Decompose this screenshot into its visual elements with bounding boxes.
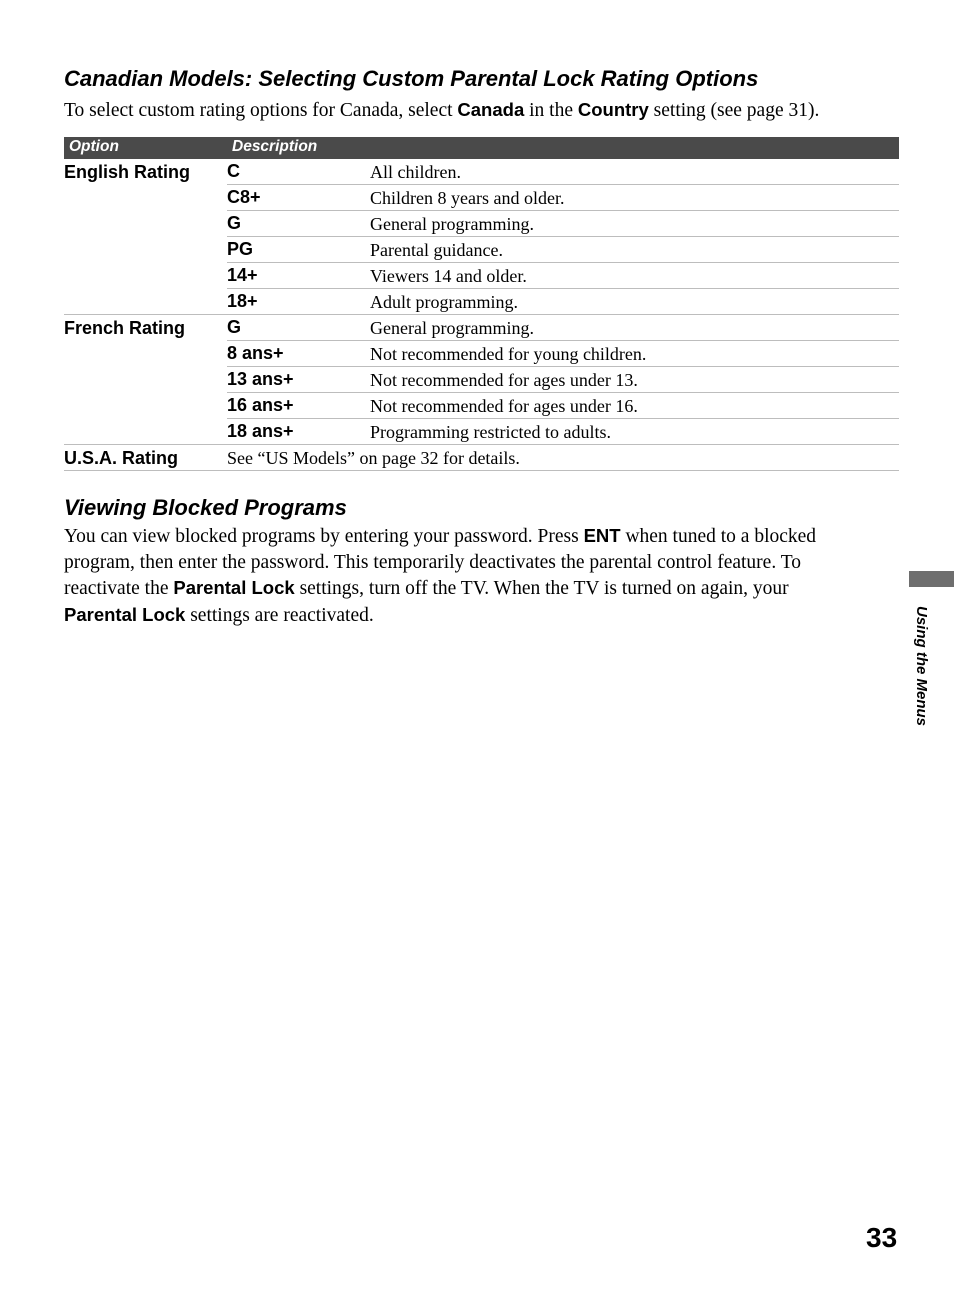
table-row — [227, 263, 899, 289]
parental-lock-term: Parental Lock — [64, 603, 186, 625]
group-label-french: French Rating — [64, 318, 186, 338]
table-row — [227, 211, 899, 237]
intro-text-3: setting (see page 31). — [648, 100, 820, 121]
table-header — [64, 137, 899, 159]
rating-code: 8 ans+ — [227, 343, 284, 363]
para-line — [64, 523, 914, 550]
rating-desc: Adult programming. — [370, 292, 518, 312]
rating-code: C — [227, 161, 240, 181]
rating-code: PG — [227, 239, 254, 259]
header-option: Option — [69, 138, 119, 155]
header-description: Description — [232, 138, 318, 155]
table-row — [227, 289, 899, 314]
para-text: reactivate the — [64, 578, 174, 599]
rating-desc: Viewers 14 and older. — [370, 266, 527, 286]
ent-key: ENT — [583, 525, 621, 546]
intro-text-1: To select custom rating options for Canada, select — [64, 100, 458, 121]
rating-code: G — [227, 213, 242, 233]
side-tab-label: Using the Menus — [913, 606, 930, 727]
rating-desc: All children. — [370, 162, 461, 182]
table-row — [227, 237, 899, 263]
rating-desc: Not recommended for young children. — [370, 344, 647, 364]
intro-text-2: in the — [524, 100, 578, 121]
para-text: settings, turn off the TV. When the TV is turned on again, your — [294, 578, 789, 599]
rating-desc: General programming. — [370, 214, 534, 234]
para-line — [64, 602, 914, 629]
intro-paragraph — [64, 97, 914, 123]
group-french — [64, 315, 899, 445]
page-number: 33 — [866, 1222, 898, 1253]
group-english — [64, 159, 899, 315]
usa-desc: See “US Models” on page 32 for details. — [227, 448, 520, 468]
para-text: You can view blocked programs by entering your password. Press — [64, 526, 584, 547]
rating-desc: Not recommended for ages under 13. — [370, 370, 638, 390]
viewing-paragraph — [64, 523, 914, 628]
table-row — [227, 393, 899, 419]
section-title-canadian: Canadian Models: Selecting Custom Parental Lock Rating Options — [64, 66, 759, 91]
para-line — [64, 575, 914, 602]
table-row — [227, 315, 899, 341]
table-row — [227, 159, 899, 185]
rating-table — [64, 137, 899, 471]
rating-code: 14+ — [227, 265, 258, 285]
group-label-english: English Rating — [64, 162, 190, 182]
section-title-viewing: Viewing Blocked Programs — [64, 495, 347, 520]
table-row — [227, 367, 899, 393]
rating-code: 18 ans+ — [227, 421, 294, 441]
para-text: when tuned to a blocked — [620, 526, 817, 547]
rating-code: 13 ans+ — [227, 369, 294, 389]
group-usa — [64, 445, 899, 471]
rating-code: 18+ — [227, 291, 258, 311]
rating-desc: Children 8 years and older. — [370, 188, 565, 208]
rating-desc: Not recommended for ages under 16. — [370, 396, 638, 416]
intro-country: Country — [577, 99, 649, 120]
para-line: program, then enter the password. This temporarily deactivates the parental control feature. To — [64, 551, 802, 573]
table-row — [227, 185, 899, 211]
rating-code: 16 ans+ — [227, 395, 294, 415]
group-label-usa: U.S.A. Rating — [64, 448, 179, 468]
side-tab-marker — [909, 571, 954, 587]
rating-code: G — [227, 317, 242, 337]
rating-desc: General programming. — [370, 318, 534, 338]
rating-desc: Programming restricted to adults. — [370, 422, 611, 442]
para-text: settings are reactivated. — [185, 604, 374, 626]
rating-desc: Parental guidance. — [370, 240, 503, 260]
parental-lock-term: Parental Lock — [173, 577, 295, 598]
rating-code: C8+ — [227, 187, 261, 207]
table-row — [227, 341, 899, 367]
intro-canada: Canada — [457, 99, 525, 120]
table-row — [227, 419, 899, 444]
